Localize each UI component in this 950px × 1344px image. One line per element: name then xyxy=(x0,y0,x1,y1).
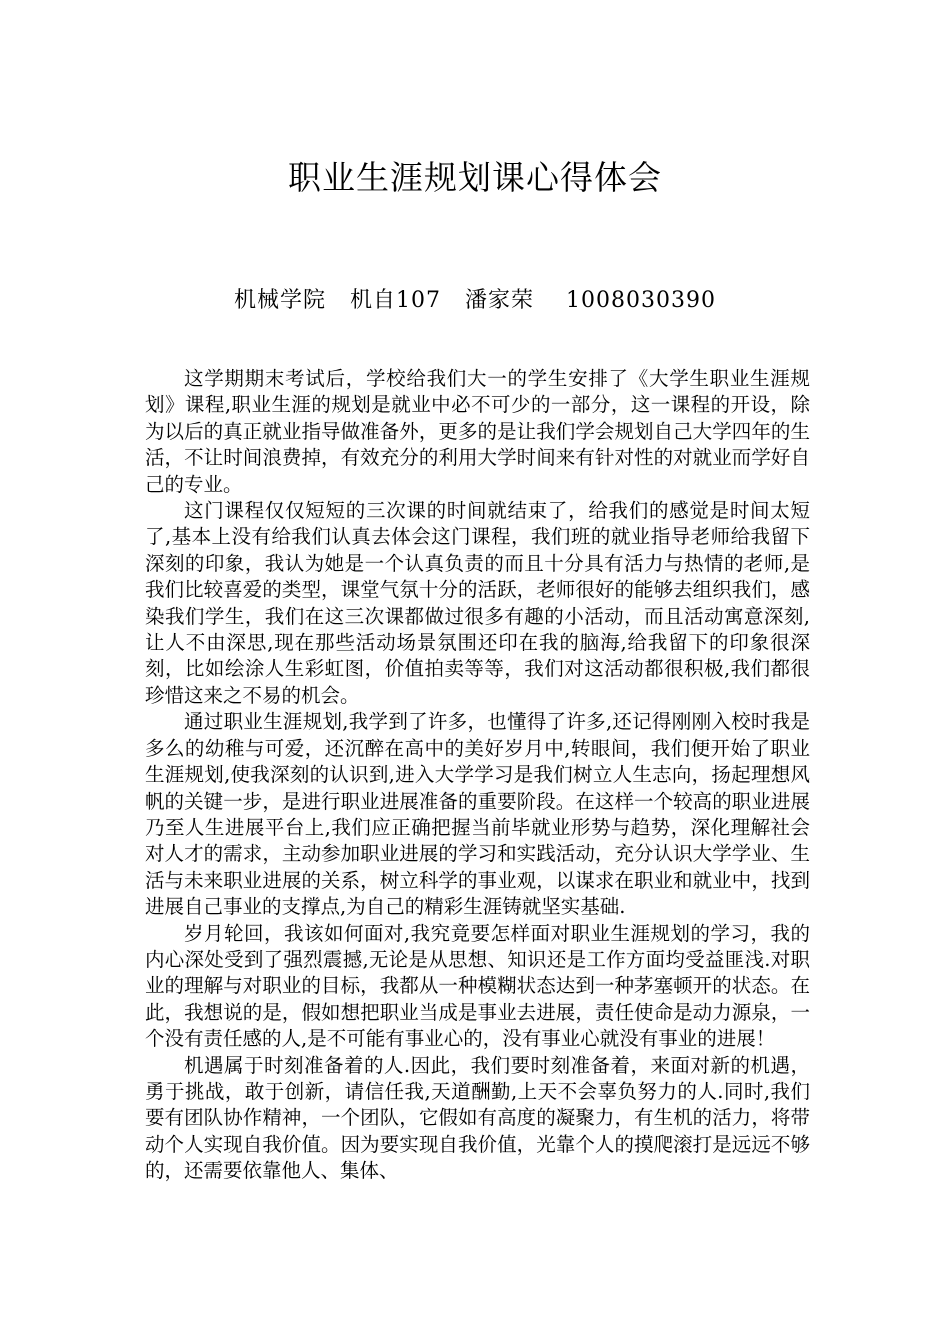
body-paragraph: 这门课程仅仅短短的三次课的时间就结束了，给我们的感觉是时间太短了,基本上没有给我们认真去体会这门课程，我们班的就业指导老师给我留下深刻的印象，我认为她是一个认真负责的而且十分具有活力与热情的老师,是我们比较喜爱的类型，课堂气氛十分的活跃，老师很好的能够去组织我们，感染我们学生，我们在这三次课都做过很多有趣的小活动，而且活动寓意深刻,让人不由深思,现在那些活动场景氛围还印在我的脑海,给我留下的印象很深刻，比如绘涂人生彩虹图，价值拍卖等等，我们对这活动都很积极,我们都很珍惜这来之不易的机会。 xyxy=(145,499,810,707)
document-title: 职业生涯规划课心得体会 xyxy=(288,158,662,197)
body-paragraph: 机遇属于时刻准备着的人.因此，我们要时刻准备着，来面对新的机遇，勇于挑战，敢于创新，请信任我,天道酬勤,上天不会辜负努力的人.同时,我们要有团队协作精神，一个团队，它假如有高度的凝聚力，有生机的活力，将带动个人实现自我价值。因为要实现自我价值，光靠个人的摸爬滚打是远远不够的，还需要依靠他人、集体、 xyxy=(145,1053,810,1183)
body-paragraph: 这学期期末考试后，学校给我们大一的学生安排了《大学生职业生涯规划》课程,职业生涯的规划是就业中必不可少的一部分，这一课程的开设，除为以后的真正就业指导做准备外，更多的是让我们学会规划自己大学四年的生活，不让时间浪费掉，有效充分的利用大学时间来有针对性的对就业而学好自己的专业。 xyxy=(145,367,810,496)
author-byline: 机械学院 机自107 潘家荣 1008030390 xyxy=(234,288,716,313)
body-paragraph: 岁月轮回，我该如何面对,我究竟要怎样面对职业生涯规划的学习，我的内心深处受到了强烈震撼,无论是从思想、知识还是工作方面均受益匪浅.对职业的理解与对职业的目标，我都从一种模糊状态达到一种茅塞顿开的状态。在此，我想说的是，假如想把职业当成是事业去进展，责任使命是动力源泉，一个没有责任感的人,是不可能有事业心的，没有事业心就没有事业的进展！ xyxy=(145,921,810,1051)
document-body xyxy=(145,366,810,1185)
body-paragraph: 通过职业生涯规划,我学到了许多，也懂得了许多,还记得刚刚入校时我是多么的幼稚与可爱，还沉醉在高中的美好岁月中,转眼间，我们便开始了职业生涯规划,使我深刻的认识到,进入大学学习是我们树立人生志向，扬起理想风帆的关键一步，是进行职业进展准备的重要阶段。在这样一个较高的职业进展乃至人生进展平台上,我们应正确把握当前毕就业形势与趋势，深化理解社会对人才的需求，主动参加职业进展的学习和实践活动，充分认识大学学业、生活与未来职业进展的关系，树立科学的事业观，以谋求在职业和就业中，找到进展自己事业的支撑点,为自己的精彩生涯铸就坚实基础. xyxy=(145,710,810,919)
